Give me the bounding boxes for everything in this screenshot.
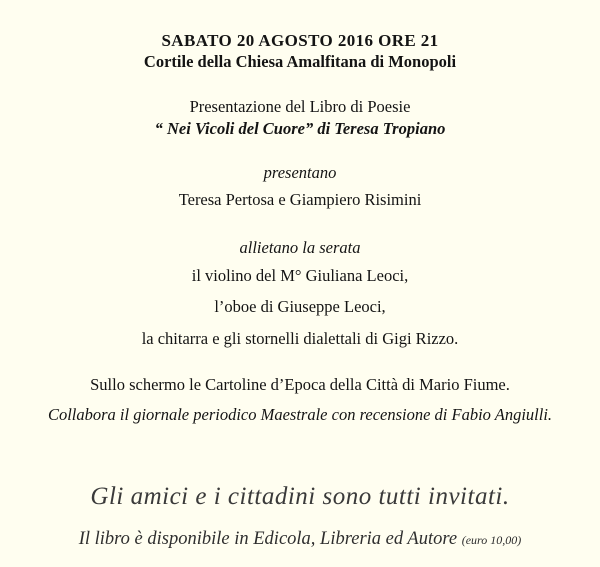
invitation-text: Gli amici e i cittadini sono tutti invitati. [90,483,510,510]
book-presentation-heading: Presentazione del Libro di Poesie [189,97,411,116]
event-venue: Cortile della Chiesa Amalfitana di Monopoli [143,52,457,71]
screen-note: Sullo schermo le Cartoline d’Epoca della Città di Mario Fiume. [90,375,510,394]
collaboration-note: Collabora il giornale periodico Maestrale con recensione di Fabio Angiulli. [47,405,553,424]
presenters-names: Teresa Pertosa e Giampiero Risimini [178,190,422,209]
performer-oboe: l’oboe di Giuseppe Leoci, [214,297,386,316]
availability-text: Il libro è disponibile in Edicola, Libreria ed Autore [78,529,462,549]
performer-guitar: la chitarra e gli stornelli dialettali di Gigi Rizzo. [141,329,459,348]
entertainment-label: allietano la serata [239,238,361,257]
presenters-label: presentano [263,163,337,182]
price-text: (euro 10,00) [461,533,522,547]
performer-violin: il violino del M° Giuliana Leoci, [191,266,409,285]
event-date-time: SABATO 20 AGOSTO 2016 ORE 21 [161,31,439,50]
availability-line [0,530,600,549]
book-title: “ Nei Vicoli del Cuore” di Teresa Tropiano [154,119,446,138]
